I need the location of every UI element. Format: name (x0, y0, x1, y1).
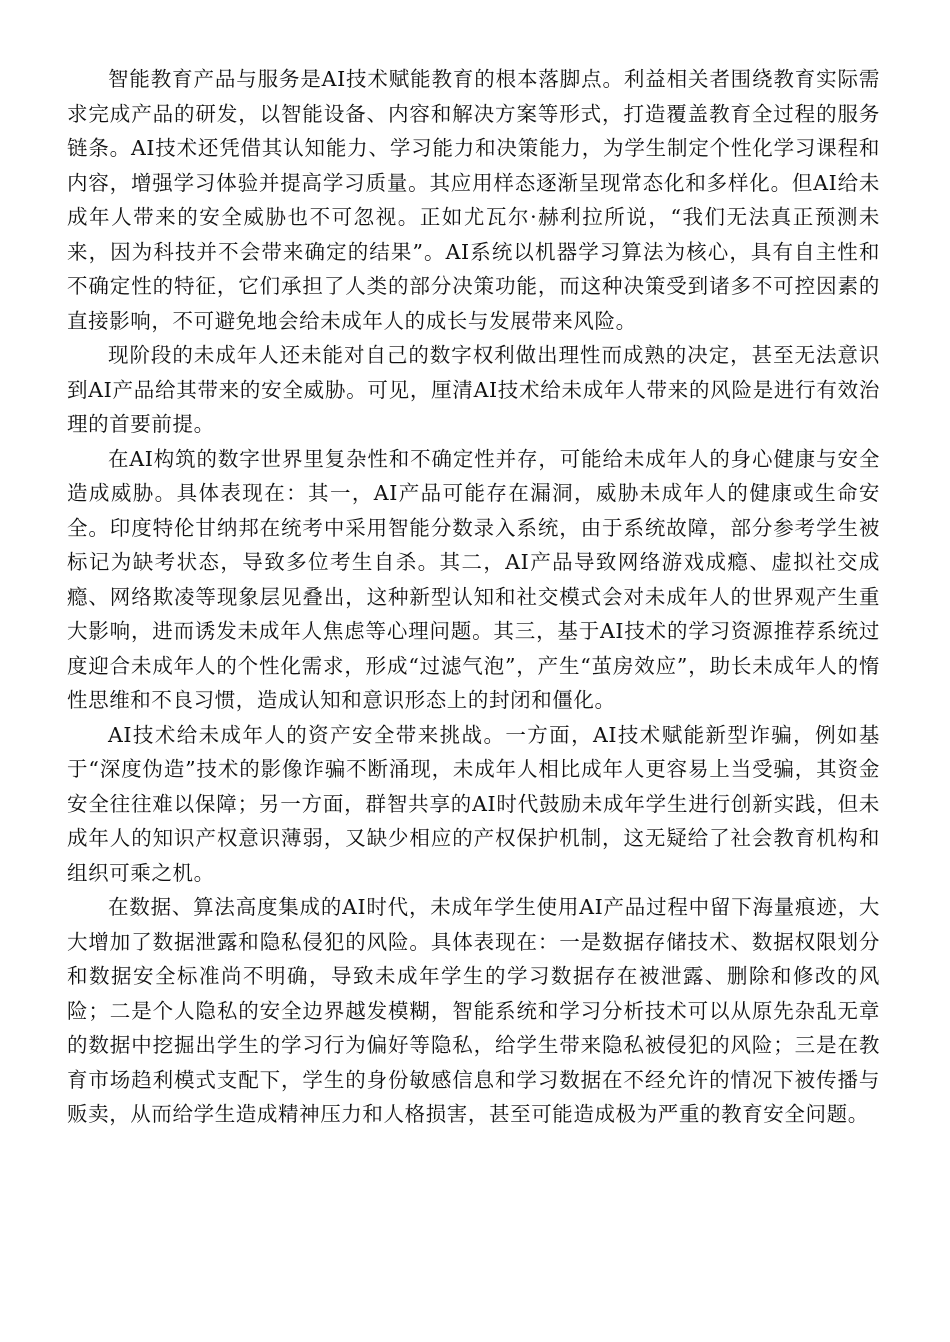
paragraph-5: 在数据、算法高度集成的AI时代，未成年学生使用AI产品过程中留下海量痕迹，大大增加了数据泄露和隐私侵犯的风险。具体表现在：一是数据存储技术、数据权限划分和数据安全标准尚不明确，导致未成年学生的学习数据存在被泄露、删除和修改的风险；二是个人隐私的安全边界越发模糊，智能系统和学习分析技术可以从原先杂乱无章的数据中挖掘出学生的学习行为偏好等隐私，给学生带来隐私被侵犯的风险；三是在教育市场趋利模式支配下，学生的身份敏感信息和学习数据在不经允许的情况下被传播与贩卖，从而给学生造成精神压力和人格损害，甚至可能造成极为严重的教育安全问题。 (67, 895, 880, 1126)
paragraph-2: 现阶段的未成年人还未能对自己的数字权利做出理性而成熟的决定，甚至无法意识到AI产品给其带来的安全威胁。可见，厘清AI技术给未成年人带来的风险是进行有效治理的首要前提。 (67, 343, 880, 436)
paragraph-3: 在AI构筑的数字世界里复杂性和不确定性并存，可能给未成年人的身心健康与安全造成威胁。具体表现在：其一，AI产品可能存在漏洞，威胁未成年人的健康或生命安全。印度特伦甘纳邦在统考中采用智能分数录入系统，由于系统故障，部分参考学生被标记为缺考状态，导致多位考生自杀。其二，AI产品导致网络游戏成瘾、虚拟社交成瘾、网络欺凌等现象层见叠出，这种新型认知和社交模式会对未成年人的世界观产生重大影响，进而诱发未成年人焦虑等心理问题。其三，基于AI技术的学习资源推荐系统过度迎合未成年人的个性化需求，形成“过滤气泡”，产生“茧房效应”，助长未成年人的惰性思维和不良习惯，造成认知和意识形态上的封闭和僵化。 (67, 446, 880, 712)
paragraph-4: AI技术给未成年人的资产安全带来挑战。一方面，AI技术赋能新型诈骗，例如基于“深度伪造”技术的影像诈骗不断涌现，未成年人相比成年人更容易上当受骗，其资金安全往往难以保障；另一方面，群智共享的AI时代鼓励未成年学生进行创新实践，但未成年人的知识产权意识薄弱，又缺少相应的产权保护机制，这无疑给了社会教育机构和组织可乘之机。 (67, 722, 880, 885)
paragraph-1: 智能教育产品与服务是AI技术赋能教育的根本落脚点。利益相关者围绕教育实际需求完成产品的研发，以智能设备、内容和解决方案等形式，打造覆盖教育全过程的服务链条。AI技术还凭借其认知能力、学习能力和决策能力，为学生制定个性化学习课程和内容，增强学习体验并提高学习质量。其应用样态逐渐呈现常态化和多样化。但AI给未成年人带来的安全威胁也不可忽视。正如尤瓦尔·赫利拉所说，“我们无法真正预测未来，因为科技并不会带来确定的结果”。AI系统以机器学习算法为核心，具有自主性和不确定性的特征，它们承担了人类的部分决策功能，而这种决策受到诸多不可控因素的直接影响，不可避免地会给未成年人的成长与发展带来风险。 (67, 67, 880, 333)
